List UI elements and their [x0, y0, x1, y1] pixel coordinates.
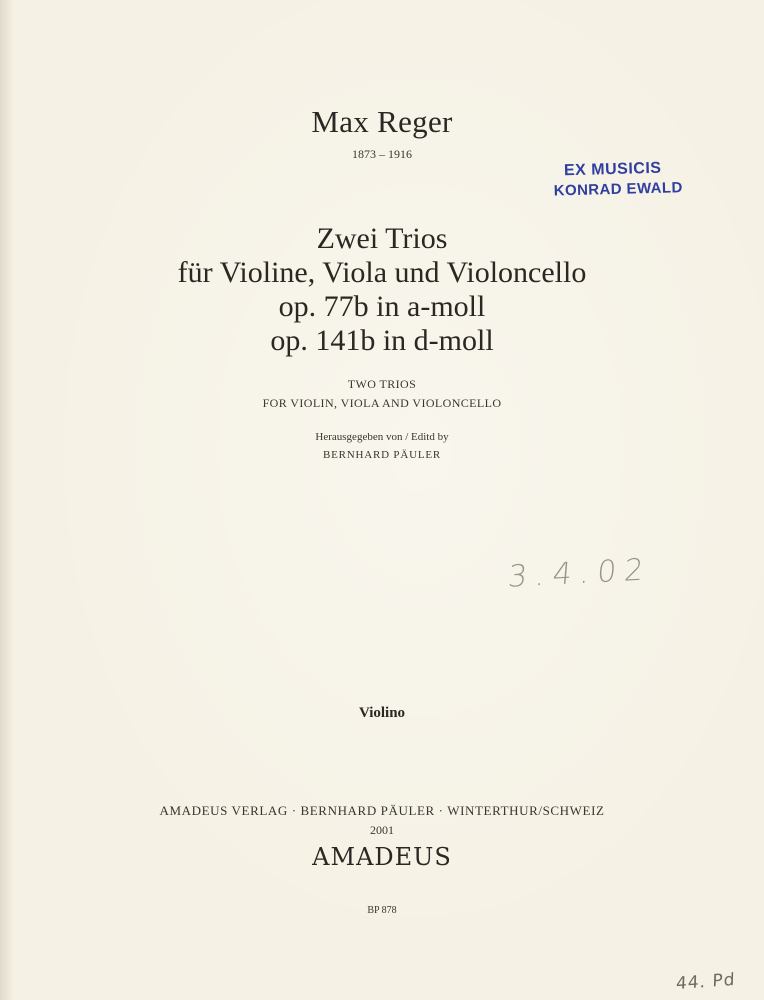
stamp-line-1: EX MUSICIS [563, 159, 662, 180]
editor-label: Herausgegeben von / Editd by [315, 431, 449, 443]
title-line: für Violine, Viola und Violoncello [177, 256, 587, 289]
publisher-logo: AMADEUS [312, 843, 452, 871]
composer-name: Max Reger [311, 104, 453, 139]
handwritten-date: 3.4.02 [506, 552, 653, 595]
publication-year: 2001 [370, 823, 394, 837]
catalog-number: BP 878 [367, 905, 397, 916]
composer-dates: 1873 – 1916 [352, 147, 412, 161]
stamp-line-2: KONRAD EWALD [553, 179, 683, 200]
ownership-stamp [528, 158, 699, 202]
editor-name: BERNHARD PÄULER [322, 449, 442, 461]
title-line: op. 77b in a-moll [278, 290, 486, 323]
title-line: op. 141b in d-moll [270, 324, 494, 357]
handwritten-corner-note: 44. Pd [675, 969, 736, 995]
instrument-part: Violino [358, 705, 406, 721]
publisher-line: AMADEUS VERLAG · BERNHARD PÄULER · WINTERTHUR/SCHWEIZ [159, 803, 605, 818]
english-subtitle-line: TWO TRIOS [347, 377, 417, 391]
english-subtitle-line: FOR VIOLIN, VIOLA AND VIOLONCELLO [262, 396, 502, 410]
title-line: Zwei Trios [316, 222, 448, 255]
